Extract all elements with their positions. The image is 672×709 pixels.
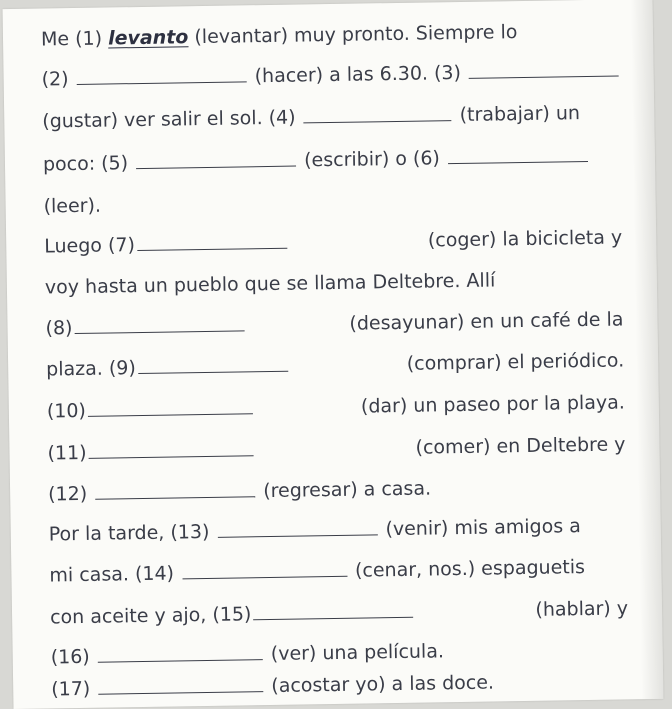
- exercise-line-3: [42, 99, 620, 134]
- line-8-text-a: (8): [45, 317, 73, 340]
- exercise-line-4: [43, 142, 621, 177]
- page-edge-shadow: [630, 0, 663, 699]
- line-1-text-a: Me (1): [40, 27, 103, 51]
- line-7-text: voy hasta un pueblo que se llama Deltebre. Allí: [44, 269, 496, 299]
- line-11-text-a: (11): [47, 441, 87, 465]
- exercise-line-16: [51, 635, 629, 670]
- exercise-line-1: [41, 17, 619, 52]
- answer-13-blank[interactable]: [217, 516, 377, 538]
- line-13-text-a: Por la tarde, (13): [48, 520, 210, 546]
- line-2-text-a: (2): [41, 68, 69, 91]
- exercise-line-17: [51, 667, 629, 702]
- answer-2-blank[interactable]: [76, 63, 246, 85]
- line-4-text-b: (escribir) o (6): [304, 147, 441, 172]
- line-17-text-b: (acostar yo) a las doce.: [271, 671, 495, 698]
- line-11-text-b: (comer) en Deltebre y: [415, 433, 626, 459]
- answer-17-blank[interactable]: [98, 673, 263, 695]
- line-15-text-b: (hablar) y: [535, 597, 629, 621]
- line-6-text-a: Luego (7): [44, 234, 136, 258]
- line-10-text-a: (10): [46, 399, 87, 423]
- line-4-text-a: poco: (5): [42, 152, 129, 176]
- line-12-text-b: (regresar) a casa.: [263, 477, 432, 503]
- line-15-text-a: con aceite y ajo, (15): [49, 603, 252, 629]
- line-2-text-b: (hacer) a las 6.30. (3): [254, 61, 462, 88]
- exercise-line-12: [48, 472, 626, 507]
- answer-4-blank[interactable]: [303, 102, 451, 123]
- line-13-text-b: (venir) mis amigos a: [385, 515, 581, 541]
- answer-7-blank[interactable]: [137, 230, 287, 251]
- answer-11-blank[interactable]: [88, 437, 253, 459]
- answer-12-blank[interactable]: [95, 478, 255, 500]
- exercise-line-7: [45, 265, 623, 300]
- exercise-line-5: [43, 184, 621, 219]
- answer-5-blank[interactable]: [136, 148, 296, 170]
- answer-8-blank[interactable]: [74, 312, 244, 334]
- line-9-text-b: (comprar) el periódico.: [406, 349, 625, 375]
- exercise-line-2: [41, 57, 619, 92]
- exercise-line-13: [49, 512, 627, 547]
- answer-9-blank[interactable]: [138, 353, 288, 374]
- exercise-line-11: [47, 431, 625, 466]
- answer-15-blank[interactable]: [253, 599, 413, 621]
- answer-1-filled: levanto: [107, 26, 189, 50]
- line-12-text-a: (12): [47, 482, 88, 506]
- line-14-text-a: mi casa. (14): [49, 562, 175, 587]
- answer-3-blank[interactable]: [469, 57, 619, 78]
- answer-6-blank[interactable]: [448, 143, 588, 164]
- line-17-text-a: (17): [51, 677, 91, 701]
- answer-10-blank[interactable]: [88, 395, 253, 417]
- exercise-line-14: [49, 553, 627, 588]
- line-10-text-b: (dar) un paseo por la playa.: [360, 391, 625, 418]
- line-6-text-b: (coger) la bicicleta y: [427, 226, 623, 252]
- worksheet-page: [3, 0, 664, 709]
- answer-16-blank[interactable]: [98, 641, 263, 663]
- exercise-line-8: [45, 306, 623, 341]
- line-3-text-a: (gustar) ver salir el sol. (4): [42, 106, 296, 133]
- exercise-line-15: [50, 595, 628, 630]
- line-1-text-b: (levantar) muy pronto. Siempre lo: [194, 21, 518, 49]
- line-16-text-a: (16): [50, 645, 90, 669]
- line-3-text-b: (trabajar) un: [459, 102, 581, 126]
- line-16-text-b: (ver) una película.: [270, 640, 445, 666]
- line-14-text-b: (cenar, nos.) espaguetis: [354, 556, 586, 582]
- answer-14-blank[interactable]: [182, 558, 347, 580]
- line-9-text-a: plaza. (9): [46, 357, 136, 381]
- line-8-text-b: (desayunar) en un café de la: [349, 308, 624, 335]
- line-5-text: (leer).: [43, 194, 102, 218]
- exercise-line-10: [47, 389, 625, 424]
- exercise-line-9: [46, 347, 624, 382]
- exercise-line-6: [44, 224, 622, 259]
